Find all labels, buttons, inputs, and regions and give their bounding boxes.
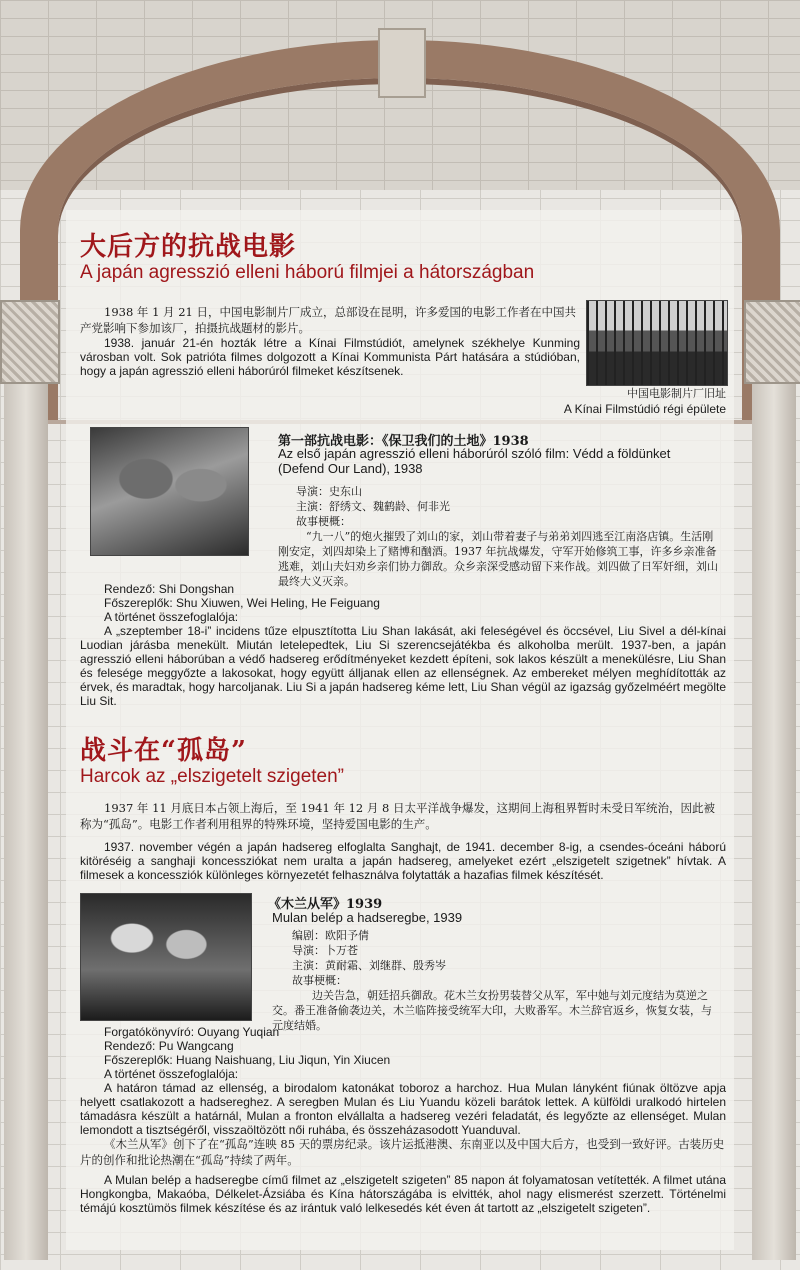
film2-writer-hu: Forgatókönyvíró: Ouyang Yuqian (104, 1025, 280, 1039)
film1-director-cn: 导演：史东山 (296, 485, 362, 498)
film2-director-hu: Rendező: Pu Wangcang (104, 1039, 234, 1053)
pillar-capital-left (0, 300, 60, 384)
film1-synopsis-label-hu: A történet összefoglalója: (104, 610, 239, 624)
pillar-capital-right (744, 300, 800, 384)
film1-synopsis-cn: “九一八”的炮火摧毁了刘山的家，刘山带着妻子与弟弟刘四逃至江南洛店镇。生活刚刚安定，刘四却染上了赌博和酗酒。1937 年抗战爆发，守军开始修筑工事，许多乡亲准备逃难，刘山夫妇劝乡亲们协力御敌。众乡亲深受感动留下来作战。刘四做了日军奸细，刘山最终大义灭亲。 (278, 530, 718, 588)
film2-director-cn: 导演：卜万苍 (292, 944, 358, 957)
film2-synopsis-hu: A határon támad az ellenség, a birodalom katonákat toboroz a harchoz. Hua Mulan lányként fiúnak öltözve apja helyett csatlakozott a hadsereghez. A seregben Mulan és Liu Yuandu közeli barátok lettek. A külföldi uralkodó hirtelen támadásra készült a határnál, Mulan a fronton elvállalta a hadsereg vezéri feladatát, és legyőzte az ellenséget. Mulan lemondott a tisztségéről, visszaöltözött női ruhába, és összeházasodott Yuanduval. (80, 1081, 726, 1137)
film1-title-hu: Az első japán agresszió elleni háborúról szóló film: Védd a földünket (Defend Our Land), 1938 (278, 446, 671, 476)
defend-our-land-still-photo (90, 427, 249, 556)
film2-title-cn: 《木兰从军》1939 (268, 897, 383, 912)
film1-synopsis-hu: A „szeptember 18-i” incidens tűze elpusztította Liu Shan lakását, aki feleségével és öccsével, Liu Sivel a dél-kínai Luodian járásba menekült. Miután letelepedtek, Liu Si szerencsejátékba és alkoholba merült. 1937-ben, a japán agresszió elleni háborúban a védő hadsereg erődítményeket kezdett építeni, sok lakos készült a menekülésre, Liu Shan és felesége meggyőzte a lakosokat, hogy együtt álljanak ellen az ellenségnek. Az embereket mélyen meghídították az érvek, és maradtak, hogy harcoljanak. Liu Si a japán hadsereg kéme lett, Liu Shan végül az igazság győzelméért megölte Liu Sit. (80, 624, 726, 708)
film1-director-hu: Rendező: Shi Dongshan (104, 582, 235, 596)
section2-title-hu: Harcok az „elszigetelt szigeten” (80, 766, 344, 787)
mulan-still-photo (80, 893, 252, 1021)
section2-outro-hu: A Mulan belép a hadseregbe című filmet az „elszigetelt szigeten” 85 napon át folyamatosan vetítették. A filmet utána Hongkongba, Makaóba, Délkelet-Ázsiába és Kína hátországába is elvitték, ahol nagy elismerést szerzett. Történelmi témájú kosztümös filmek készítése és az irántuk való lelkesedés két éven át tartott az „elszigetelt szigeten”. (80, 1173, 726, 1215)
section1-intro-hu: 1938. január 21-én hozták létre a Kínai Filmstúdiót, amelynek székhelye Kunming városban volt. Sok patrióta filmes dolgozott a Kínai Kommunista Párt hatására a stúdióban, hogy a japán agresszió elleni háborúról filmeket készítsenek. (80, 336, 580, 378)
studio-caption-hu: A Kínai Filmstúdió régi épülete (563, 402, 726, 416)
film2-synopsis-label-cn: 故事梗概： (292, 974, 347, 987)
section2-outro-cn: 《木兰从军》创下了在“孤岛”连映 85 天的票房纪录。该片运抵港澳、东南亚以及中国大后方，也受到一致好评。古装历史片的创作和批论热潮在“孤岛”持续了两年。 (80, 1137, 725, 1167)
section2-intro-hu: 1937. november végén a japán hadsereg elfoglalta Sanghajt, de 1941. december 8-ig, a csendes-óceáni háború kitöréséig a sanghaji koncessziókat nem uralta a japán hadsereg, amelyeket ezért „elszigetelt szigetnek” hívtak. A filmesek a koncessziók különleges környezetét felhasználva folytatták a hazafias filmek készítését. (80, 840, 726, 882)
film2-synopsis-cn: 边关告急，朝廷招兵御敌。花木兰女扮男装替父从军，军中她与刘元度结为莫逆之交。番王准备偷袭边关，木兰临阵接受统军大印，大败番军。木兰辞官返乡，恢复女装，与元度结婚。 (272, 989, 712, 1032)
stone-pillar-right (752, 300, 796, 1260)
film2-writer-cn: 编剧：欧阳予倩 (292, 929, 369, 942)
film1-cast-cn: 主演：舒绣文、魏鹤龄、何非光 (296, 500, 450, 513)
film1-synopsis-label-cn: 故事梗概： (296, 515, 351, 528)
film2-cast-cn: 主演：黄耐霜、刘继群、殷秀岑 (292, 959, 446, 972)
film1-title-cn: 第一部抗战电影：《保卫我们的土地》1938 (278, 434, 529, 449)
section2-intro-cn: 1937 年 11 月底日本占领上海后，至 1941 年 12 月 8 日太平洋战争爆发，这期间上海租界暂时未受日军统治，因此被称为“孤岛”。电影工作者利用租界的特殊环境，坚持爱国电影的生产。 (80, 801, 716, 831)
film1-cast-hu: Főszereplők: Shu Xiuwen, Wei Heling, He Feiguang (104, 596, 380, 610)
film2-title-hu: Mulan belép a hadseregbe, 1939 (272, 910, 463, 925)
film2-cast-hu: Főszereplők: Huang Naishuang, Liu Jiqun, Yin Xiucen (104, 1053, 391, 1067)
film2-synopsis-label-hu: A történet összefoglalója: (104, 1067, 239, 1081)
studio-building-photo (586, 300, 728, 386)
arch-keystone (378, 28, 426, 98)
studio-caption-cn: 中国电影制片厂旧址 (627, 387, 726, 400)
section1-intro-cn: 1938 年 1 月 21 日，中国电影制片厂成立，总部设在昆明，许多爱国的电影工作者在中国共产党影响下参加该厂，拍摄抗战题材的影片。 (80, 305, 576, 335)
section1-title-hu: A japán agresszió elleni háború filmjei a hátországban (80, 262, 535, 283)
stone-pillar-left (4, 300, 48, 1260)
section2-title-cn: 战斗在“孤岛” (80, 736, 247, 766)
section1-title-cn: 大后方的抗战电影 (80, 232, 297, 262)
